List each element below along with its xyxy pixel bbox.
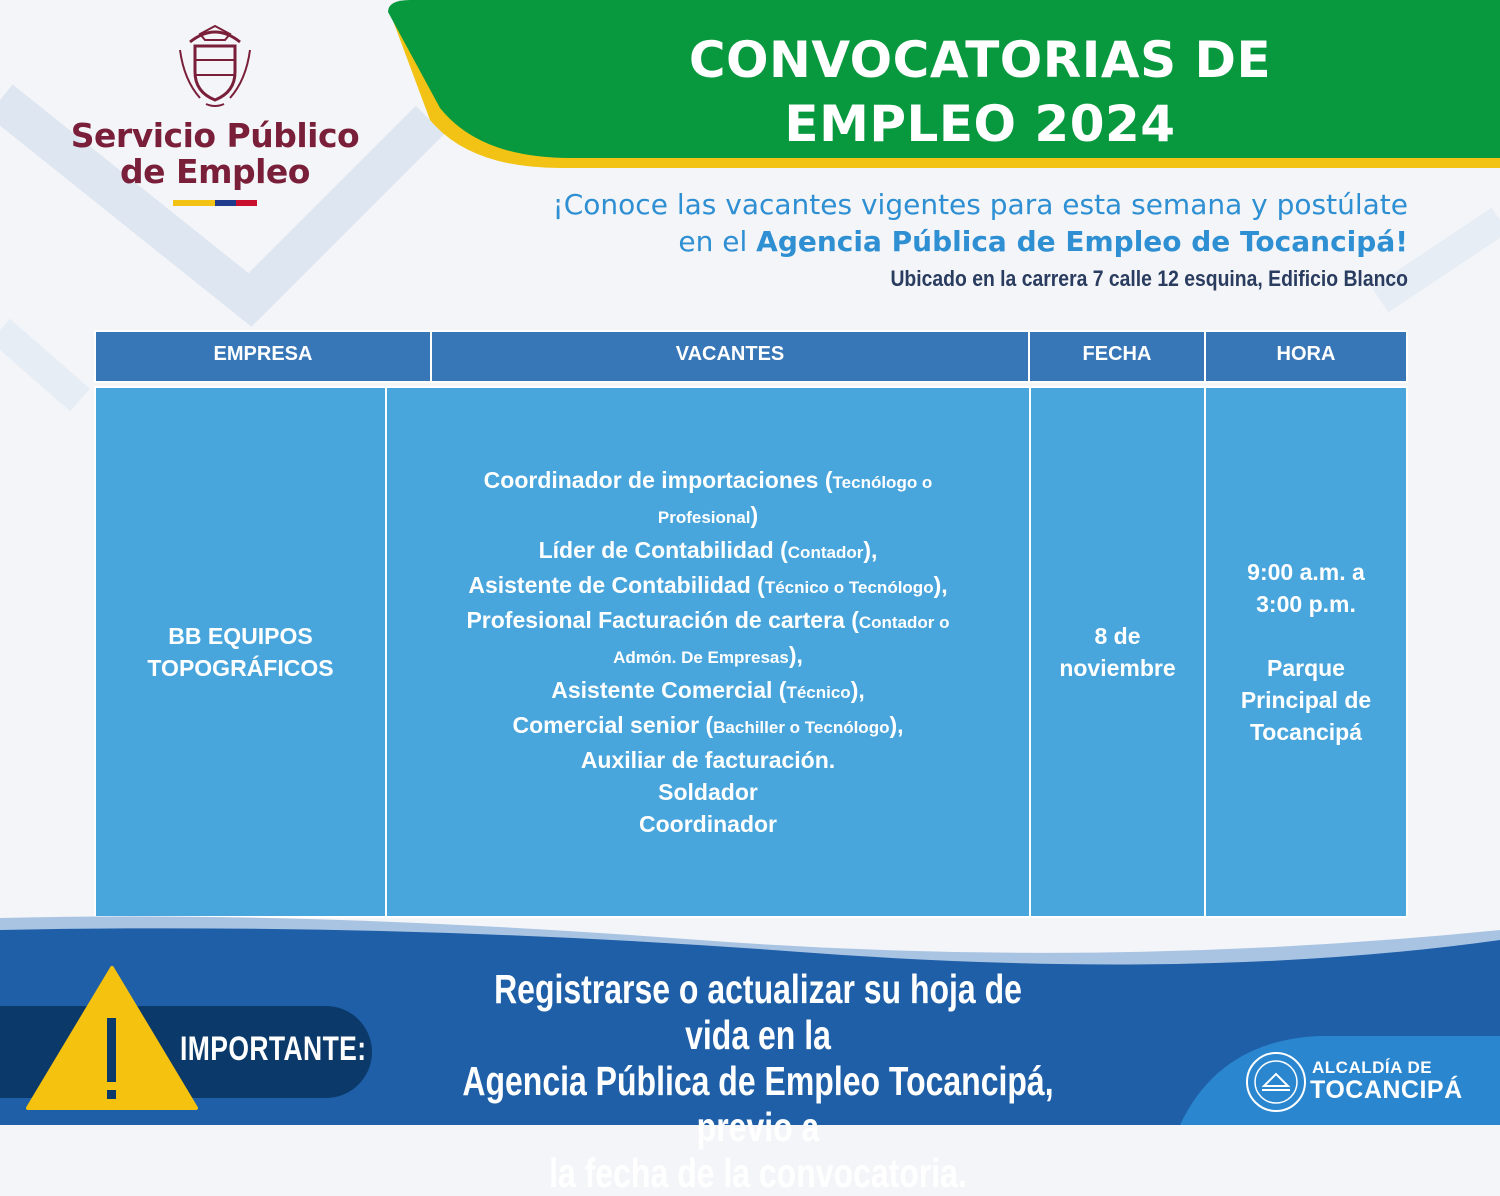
table-header: [94, 330, 1408, 383]
vacancy-title: Líder de Contabilidad (: [538, 537, 788, 563]
vacancy-close: ),: [933, 572, 948, 598]
vacancy-item: [466, 604, 949, 639]
subtitle-agency: Agencia Pública de Empleo de Tocancipá!: [756, 225, 1408, 258]
vacancy-item: [466, 499, 949, 534]
vacancy-item: [466, 639, 949, 674]
page-title: [560, 28, 1400, 156]
header-vacantes: VACANTES: [432, 332, 1030, 381]
vacancy-requirement: Técnico: [786, 683, 851, 702]
vacancy-title: Comercial senior (: [512, 712, 714, 738]
vacancy-requirement: Admón. De Empresas: [613, 648, 789, 667]
vacancy-title: Coordinador: [639, 811, 777, 837]
municipal-seal-icon: [1244, 1050, 1308, 1114]
vacancy-title: Asistente de Contabilidad (: [468, 572, 765, 598]
vacancy-close: ),: [863, 537, 878, 563]
address: Ubicado en la carrera 7 calle 12 esquina, Edificio Blanco: [890, 266, 1408, 291]
flag-red: [236, 200, 257, 206]
lugar-line-2: Principal de: [1240, 687, 1372, 713]
title-line-1: CONVOCATORIAS DE: [688, 31, 1272, 89]
subtitle: [458, 186, 1408, 260]
alcaldia-big-text: TOCANCIPÁ: [1310, 1076, 1463, 1104]
lugar-line-1: Parque: [1267, 655, 1345, 681]
title-line-2: EMPLEO 2024: [784, 95, 1176, 153]
cell-hora: [1206, 388, 1406, 916]
vacancy-close: ),: [788, 642, 803, 668]
vacancy-title: Coordinador de importaciones (: [483, 467, 833, 493]
vacancy-requirement: Bachiller o Tecnólogo: [713, 718, 890, 737]
vacancy-close: ),: [850, 677, 865, 703]
hora-spacer: [1241, 620, 1371, 652]
vacancy-title: Profesional Facturación de cartera (: [466, 607, 859, 633]
header-empresa: EMPRESA: [96, 332, 432, 381]
vacancy-title: Soldador: [658, 779, 758, 805]
table-row: [94, 386, 1408, 918]
vacancy-title: Auxiliar de facturación.: [580, 747, 836, 773]
fecha-line-1: 8 de: [1094, 623, 1141, 649]
logo-line-1: Servicio Público: [70, 116, 360, 155]
vacancy-item: [466, 534, 949, 569]
flag-yellow: [173, 200, 215, 206]
fecha-line-2: noviembre: [1059, 655, 1176, 681]
flag-bar: [173, 200, 257, 206]
vacancy-close: ): [750, 502, 759, 528]
vacancies-table: [94, 330, 1408, 918]
vacancy-item: [466, 776, 949, 808]
subtitle-prefix: en el: [678, 225, 757, 258]
vacancy-requirement: Tecnólogo o: [832, 473, 933, 492]
servicio-publico-logo: [60, 20, 370, 230]
subtitle-line-1: ¡Conoce las vacantes vigentes para esta semana y postúlate: [552, 188, 1408, 221]
notice-line-3: la fecha de la convocatoria.: [549, 1150, 967, 1196]
hora-line-2: 3:00 p.m.: [1256, 591, 1356, 617]
empresa-line-1: BB EQUIPOS: [168, 623, 313, 649]
vacancy-requirement: Técnico o Tecnólogo: [764, 578, 934, 597]
vacancy-requirement: Profesional: [657, 508, 751, 527]
registration-notice: [462, 966, 1055, 1196]
cell-fecha: [1031, 388, 1206, 916]
header-hora: HORA: [1276, 343, 1336, 365]
vacancy-item: [466, 674, 949, 709]
subtitle-line-2: [458, 223, 1408, 260]
logo-text: [60, 118, 370, 190]
vacancy-item: [466, 709, 949, 744]
vacancy-item: [466, 569, 949, 604]
vacancy-item: [466, 808, 949, 840]
vacancy-requirement: Contador o: [858, 613, 950, 632]
header-fecha: FECHA: [1030, 332, 1206, 381]
important-label: IMPORTANTE:: [180, 1030, 367, 1068]
hora-line-1: 9:00 a.m. a: [1247, 559, 1365, 585]
empresa-line-2: TOPOGRÁFICOS: [147, 655, 334, 681]
alcaldia-small-text: ALCALDÍA DE: [1312, 1058, 1433, 1077]
notice-line-2: Agencia Pública de Empleo Tocancipá, previo a: [462, 1058, 1054, 1150]
flag-blue: [215, 200, 236, 206]
vacancy-requirement: Contador: [787, 543, 864, 562]
vacancy-close: ),: [889, 712, 904, 738]
cell-vacantes: [387, 388, 1031, 916]
vacancy-item: [466, 464, 949, 499]
vacancy-title: Asistente Comercial (: [551, 677, 787, 703]
notice-line-1: Registrarse o actualizar su hoja de vida en la: [494, 966, 1022, 1058]
lugar-line-3: Tocancipá: [1249, 719, 1363, 745]
logo-line-2: de Empleo: [120, 152, 310, 191]
cell-empresa: [96, 388, 387, 916]
vacancy-item: [466, 744, 949, 776]
colombia-coat-of-arms-icon: [170, 20, 260, 110]
alcaldia-logo: [1240, 1046, 1485, 1116]
vacancy-list: [466, 464, 949, 840]
